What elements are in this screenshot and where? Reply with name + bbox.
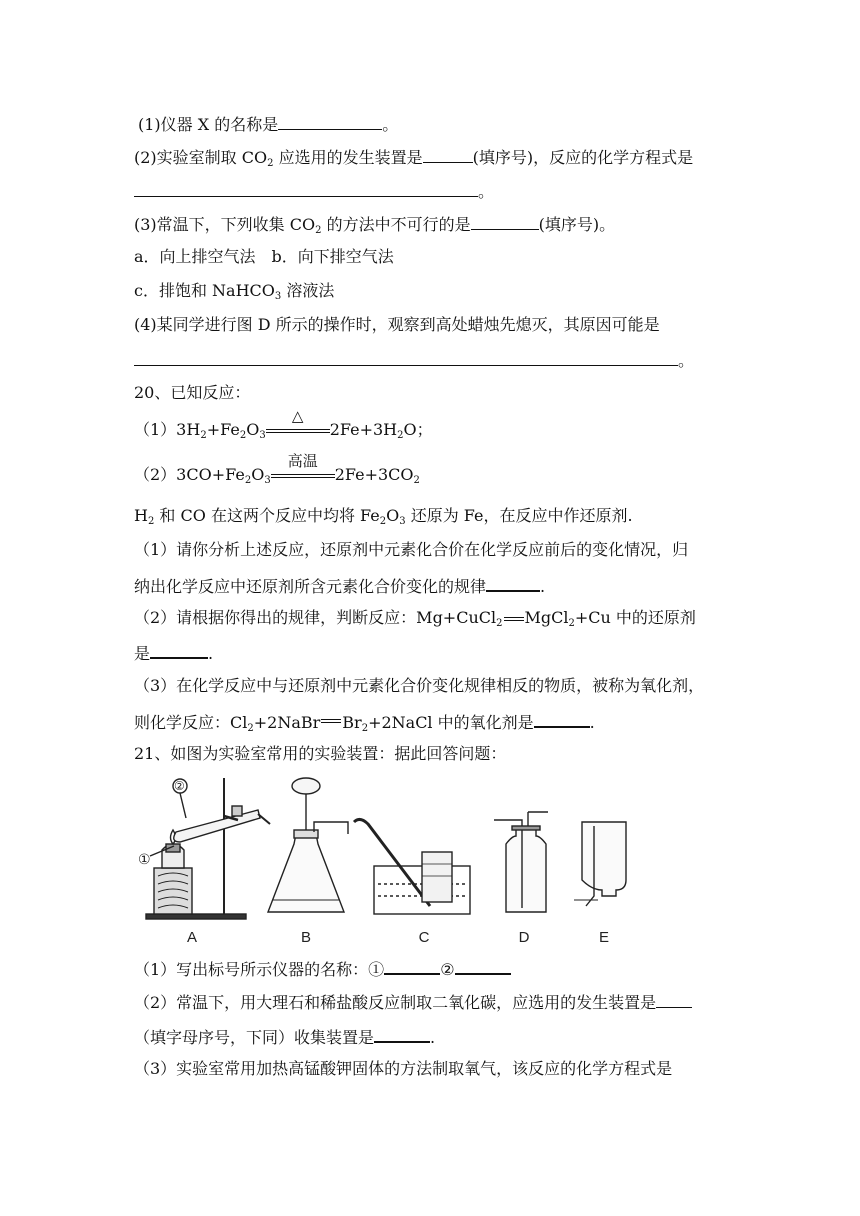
q20-sub3-line2: 则化学反应：$Cl_2+2NaBr$ $Br_2+2NaCl$ 中的氧化剂是 . bbox=[134, 710, 595, 733]
label-a: A bbox=[186, 929, 198, 946]
q19-part2: (2)实验室制取 $CO_2$ 应选用的发生装置是 (填序号)，反应的化学方程式是 bbox=[134, 148, 694, 169]
answer-blank[interactable] bbox=[384, 957, 440, 975]
q20-sub2-line1: （2）请根据你得出的规律，判断反应：Mg+CuCl$_2$ MgCl$_2$+Cu 中的还原剂 bbox=[134, 608, 696, 629]
marker-1: ① bbox=[138, 852, 151, 868]
answer-blank[interactable] bbox=[150, 641, 208, 659]
label-c: C bbox=[418, 929, 430, 946]
q21-sub3: （3）实验室常用加热高锰酸钾固体的方法制取氧气，该反应的化学方程式是 bbox=[134, 1059, 673, 1078]
answer-blank[interactable] bbox=[423, 146, 473, 163]
high-temp-condition-sign: 高温 bbox=[271, 465, 335, 485]
marker-2: ② bbox=[174, 779, 185, 793]
q20-title: 20、已知反应： bbox=[134, 383, 251, 402]
apparatus-e bbox=[574, 822, 626, 906]
answer-blank[interactable] bbox=[134, 349, 678, 366]
q19-option-c: c．排饱和 NaHCO$_3$ 溶液法 bbox=[134, 281, 335, 302]
answer-blank[interactable] bbox=[486, 574, 540, 592]
apparatus-c bbox=[354, 819, 470, 914]
q20-note: $H_2$ 和 CO 在这两个反应中均将 $Fe_2O_3$ 还原为 Fe，在反应中作还原剂. bbox=[134, 506, 633, 527]
q20-reaction-1: $(1)3H_2+Fe_2O_3$ △ $2Fe+3H_2O$； bbox=[134, 407, 433, 441]
apparatus-a bbox=[146, 778, 270, 919]
q19-part1: (1)仪器 X 的名称是 。 bbox=[138, 115, 399, 134]
answer-blank[interactable] bbox=[278, 113, 382, 130]
answer-blank[interactable] bbox=[134, 180, 478, 197]
answer-blank[interactable] bbox=[455, 957, 511, 975]
q21-sub2-line2: （填字母序号，下同）收集装置是 . bbox=[134, 1025, 435, 1048]
q19-options-ab: a．向上排空气法 b．向下排空气法 bbox=[134, 247, 394, 266]
q20-reaction-2: $(2)3CO+Fe_2O_3$ 高温 $2Fe+3CO_2$ bbox=[134, 452, 420, 486]
label-e: E bbox=[598, 929, 610, 946]
equals-sign bbox=[320, 710, 342, 730]
answer-blank[interactable] bbox=[374, 1025, 430, 1043]
answer-blank[interactable] bbox=[656, 991, 692, 1008]
q21-sub1: （1）写出标号所示仪器的名称：① ② bbox=[134, 957, 511, 980]
apparatus-figure bbox=[128, 772, 628, 948]
q20-sub1-line2: 纳出化学反应中还原剂所含元素化合价变化的规律 . bbox=[134, 574, 545, 597]
q19-part2-equation-line: 。 bbox=[134, 180, 494, 202]
q19-part3: (3)常温下，下列收集 $CO_2$ 的方法中不可行的是 (填序号)。 bbox=[134, 215, 616, 236]
q19-part4: (4)某同学进行图 D 所示的操作时，观察到高处蜡烛先熄灭，其原因可能是 bbox=[134, 315, 660, 334]
heat-condition-sign bbox=[266, 407, 330, 440]
q20-sub1-line1: （1）请你分析上述反应，还原剂中元素化合价在化学反应前后的变化情况，归 bbox=[134, 540, 689, 559]
q21-sub2-line1: （2）常温下，用大理石和稀盐酸反应制取二氧化碳，应选用的发生装置是 bbox=[134, 991, 692, 1013]
answer-blank[interactable] bbox=[534, 710, 590, 728]
label-d: D bbox=[518, 929, 530, 946]
apparatus-d bbox=[494, 812, 548, 912]
heat-triangle-icon: △ bbox=[291, 407, 304, 425]
apparatus-b bbox=[268, 778, 348, 912]
label-b: B bbox=[300, 929, 312, 946]
equals-sign bbox=[503, 608, 525, 628]
q19-part4-answer-line: 。 bbox=[134, 349, 694, 371]
q21-title: 21、如图为实验室常用的实验装置：据此回答问题： bbox=[134, 744, 507, 763]
answer-blank[interactable] bbox=[471, 213, 539, 230]
q20-sub2-line2: 是 . bbox=[134, 641, 213, 664]
q20-sub3-line1: （3）在化学反应中与还原剂中元素化合价变化规律相反的物质，被称为氧化剂， bbox=[134, 676, 705, 695]
